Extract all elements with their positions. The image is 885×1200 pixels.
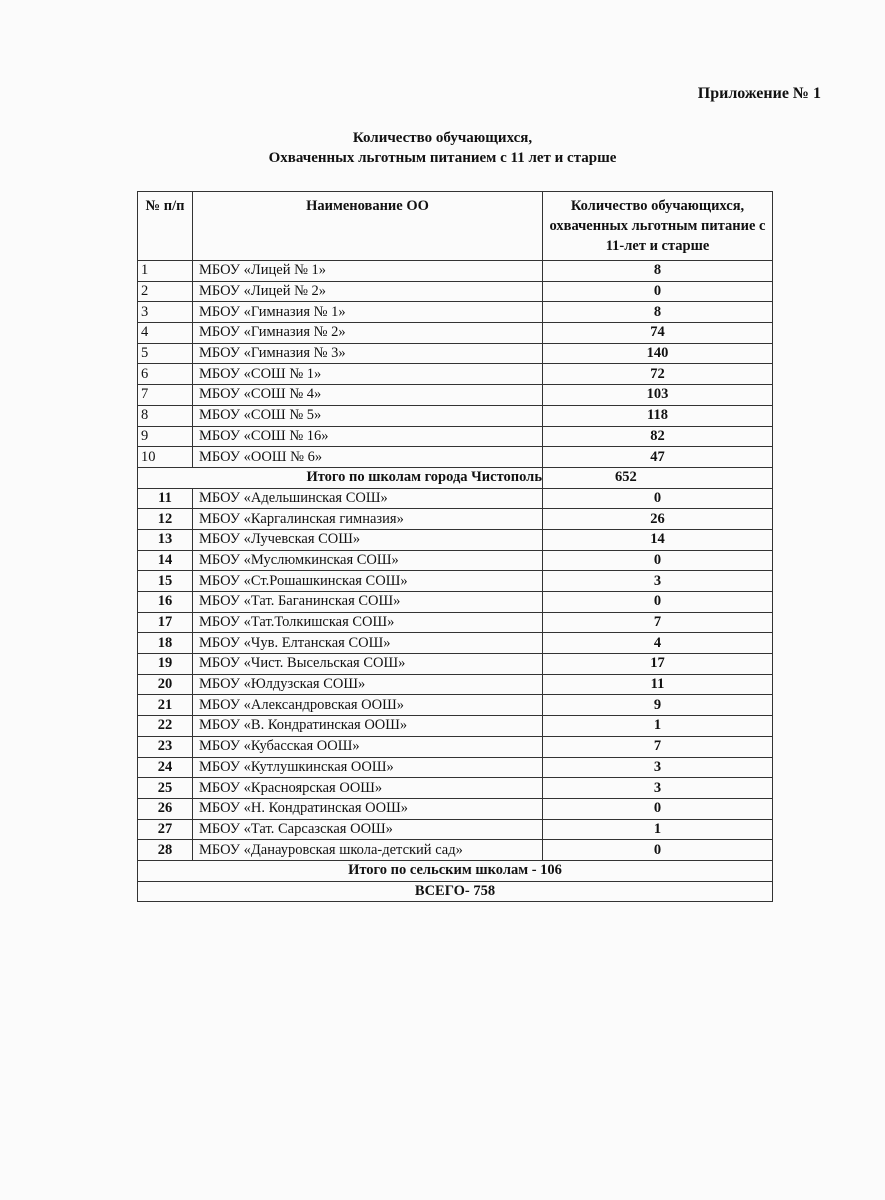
student-count: 3: [543, 778, 773, 799]
title-line-2: Охваченных льготным питанием с 11 лет и старше: [268, 150, 617, 166]
school-name: МБОУ «Муслюмкинская СОШ»: [193, 550, 543, 571]
table-row: [138, 654, 773, 675]
row-number: 13: [138, 529, 193, 550]
school-name: МБОУ «Тат. Сарсазская ООШ»: [193, 819, 543, 840]
row-number: 17: [138, 612, 193, 633]
student-count: 118: [543, 405, 773, 426]
school-name: МБОУ «Ст.Рошашкинская СОШ»: [193, 571, 543, 592]
table-row: [138, 302, 773, 323]
grand-total-row: [138, 881, 773, 902]
school-name: МБОУ «Красноярская ООШ»: [193, 778, 543, 799]
school-name: МБОУ «Тат. Баганинская СОШ»: [193, 592, 543, 613]
city-schools: [138, 261, 773, 468]
table-row: [138, 488, 773, 509]
school-name: МБОУ «ООШ № 6»: [193, 447, 543, 468]
school-name: МБОУ «Адельшинская СОШ»: [193, 488, 543, 509]
table-row: [138, 612, 773, 633]
row-number: 26: [138, 798, 193, 819]
student-count: 3: [543, 757, 773, 778]
row-number: 5: [138, 343, 193, 364]
row-number: 27: [138, 819, 193, 840]
row-number: 25: [138, 778, 193, 799]
school-name: МБОУ «Н. Кондратинская ООШ»: [193, 798, 543, 819]
student-count: 82: [543, 426, 773, 447]
row-number: 3: [138, 302, 193, 323]
city-total-row: [138, 467, 773, 488]
row-number: 7: [138, 385, 193, 406]
school-name: МБОУ «СОШ № 5»: [193, 405, 543, 426]
student-count: 0: [543, 798, 773, 819]
row-number: 10: [138, 447, 193, 468]
school-name: МБОУ «Лучевская СОШ»: [193, 529, 543, 550]
row-number: 4: [138, 323, 193, 344]
rural-schools: [138, 488, 773, 860]
row-number: 24: [138, 757, 193, 778]
appendix-label: Приложение № 1: [697, 85, 821, 102]
header-count: Количество обучающихся, охваченных льготным питание с 11-лет и старше: [543, 192, 773, 261]
student-count: 8: [543, 302, 773, 323]
student-count: 9: [543, 695, 773, 716]
table-row: [138, 674, 773, 695]
row-number: 18: [138, 633, 193, 654]
student-count: 72: [543, 364, 773, 385]
school-name: МБОУ «Лицей № 2»: [193, 281, 543, 302]
table-row: [138, 261, 773, 282]
table-row: [138, 592, 773, 613]
rural-total-row: [138, 860, 773, 881]
row-number: 9: [138, 426, 193, 447]
table-row: [138, 571, 773, 592]
row-number: 20: [138, 674, 193, 695]
table-row: [138, 840, 773, 861]
row-number: 1: [138, 261, 193, 282]
table-row: [138, 778, 773, 799]
school-name: МБОУ «Юлдузская СОШ»: [193, 674, 543, 695]
school-name: МБОУ «Александровская ООШ»: [193, 695, 543, 716]
school-name: МБОУ «Чист. Высельская СОШ»: [193, 654, 543, 675]
schools-table: [137, 191, 773, 902]
table-row: [138, 281, 773, 302]
table-row: [138, 757, 773, 778]
table-row: [138, 798, 773, 819]
row-number: 19: [138, 654, 193, 675]
student-count: 14: [543, 529, 773, 550]
student-count: 3: [543, 571, 773, 592]
row-number: 8: [138, 405, 193, 426]
student-count: 1: [543, 819, 773, 840]
school-name: МБОУ «СОШ № 1»: [193, 364, 543, 385]
row-number: 6: [138, 364, 193, 385]
table-row: [138, 716, 773, 737]
school-name: МБОУ «Тат.Толкишская СОШ»: [193, 612, 543, 633]
table-row: [138, 633, 773, 654]
student-count: 0: [543, 550, 773, 571]
table-row: [138, 529, 773, 550]
student-count: 140: [543, 343, 773, 364]
row-number: 28: [138, 840, 193, 861]
student-count: 103: [543, 385, 773, 406]
row-number: 2: [138, 281, 193, 302]
table-row: [138, 550, 773, 571]
student-count: 11: [543, 674, 773, 695]
school-name: МБОУ «СОШ № 4»: [193, 385, 543, 406]
table-header-row: [138, 192, 773, 261]
table-row: [138, 385, 773, 406]
school-name: МБОУ «Гимназия № 2»: [193, 323, 543, 344]
student-count: 7: [543, 736, 773, 757]
school-name: МБОУ «В. Кондратинская ООШ»: [193, 716, 543, 737]
student-count: 17: [543, 654, 773, 675]
table-row: [138, 509, 773, 530]
school-name: МБОУ «Каргалинская гимназия»: [193, 509, 543, 530]
school-name: МБОУ «Чув. Елтанская СОШ»: [193, 633, 543, 654]
school-name: МБОУ «Лицей № 1»: [193, 261, 543, 282]
table-row: [138, 695, 773, 716]
row-number: 16: [138, 592, 193, 613]
student-count: 74: [543, 323, 773, 344]
row-number: 23: [138, 736, 193, 757]
rural-total: Итого по сельским школам - 106: [138, 860, 773, 881]
header-name: Наименование ОО: [193, 192, 543, 261]
table-row: [138, 343, 773, 364]
student-count: 0: [543, 281, 773, 302]
school-name: МБОУ «Гимназия № 3»: [193, 343, 543, 364]
student-count: 0: [543, 592, 773, 613]
document-title: [0, 128, 885, 168]
table-row: [138, 426, 773, 447]
table-row: [138, 323, 773, 344]
table-row: [138, 736, 773, 757]
student-count: 7: [543, 612, 773, 633]
student-count: 0: [543, 840, 773, 861]
school-name: МБОУ «Гимназия № 1»: [193, 302, 543, 323]
student-count: 47: [543, 447, 773, 468]
student-count: 4: [543, 633, 773, 654]
student-count: 26: [543, 509, 773, 530]
city-total-value: 652: [543, 467, 773, 488]
school-name: МБОУ «Кутлушкинская ООШ»: [193, 757, 543, 778]
school-name: МБОУ «Данауровская школа-детский сад»: [193, 840, 543, 861]
row-number: 22: [138, 716, 193, 737]
table-row: [138, 819, 773, 840]
table-row: [138, 405, 773, 426]
student-count: 1: [543, 716, 773, 737]
row-number: 11: [138, 488, 193, 509]
title-line-1: Количество обучающихся,: [352, 130, 533, 146]
row-number: 14: [138, 550, 193, 571]
row-number: 12: [138, 509, 193, 530]
table-row: [138, 447, 773, 468]
header-number: № п/п: [138, 192, 193, 261]
city-total-label: Итого по школам города Чистополь: [138, 467, 543, 488]
student-count: 0: [543, 488, 773, 509]
table-row: [138, 364, 773, 385]
row-number: 15: [138, 571, 193, 592]
school-name: МБОУ «СОШ № 16»: [193, 426, 543, 447]
school-name: МБОУ «Кубасская ООШ»: [193, 736, 543, 757]
student-count: 8: [543, 261, 773, 282]
grand-total: ВСЕГО- 758: [138, 881, 773, 902]
row-number: 21: [138, 695, 193, 716]
